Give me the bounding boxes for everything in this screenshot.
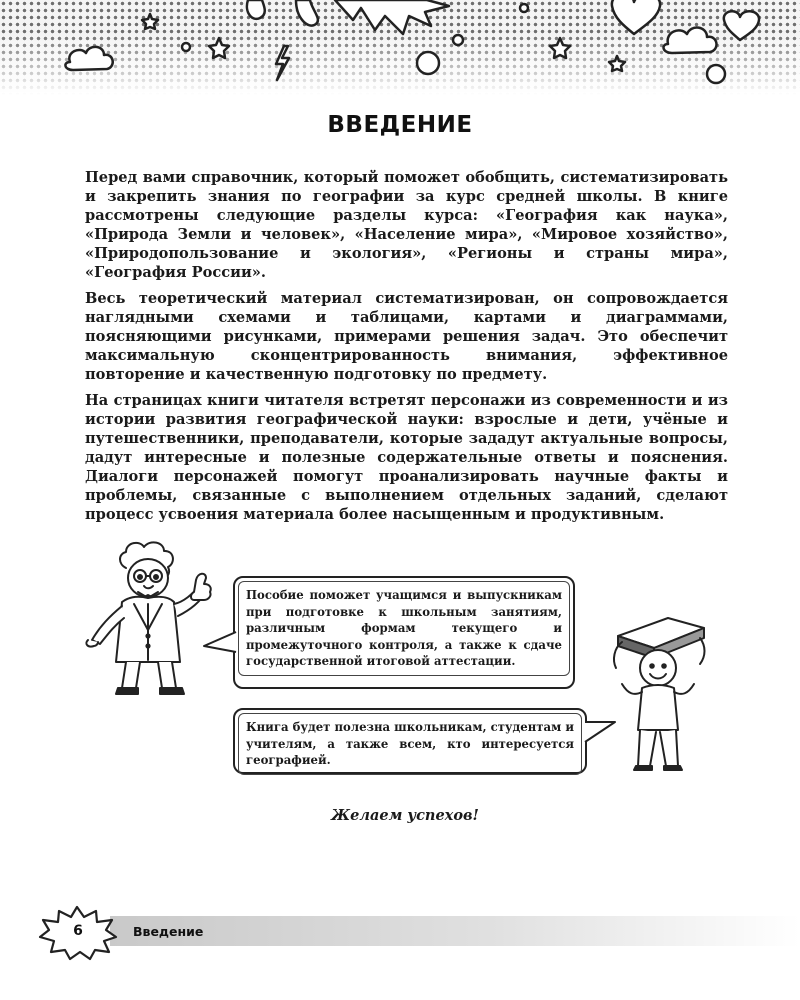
burst-star-icon bbox=[335, 0, 449, 34]
star-icon bbox=[609, 56, 625, 71]
cloud-icon bbox=[663, 28, 716, 53]
lightning-icon bbox=[276, 46, 289, 80]
speech-drop-icon bbox=[296, 0, 318, 26]
cloud-icon bbox=[65, 47, 112, 70]
paragraph-2: Весь теоретический материал систематизирован, он сопровождается наглядными схемами и таблицами, картами и диаграммами, поясняющими рисунками, примерами решения задач. Это обеспечит максимальную сконцентрированность внимания, эффективное повторение и качественную подготовку по предмету. bbox=[85, 290, 728, 383]
student-with-book-illustration bbox=[600, 612, 720, 772]
star-icon bbox=[550, 38, 570, 58]
professor-illustration bbox=[78, 540, 228, 700]
star-icon bbox=[209, 38, 229, 58]
speech-bubble-student bbox=[233, 708, 587, 774]
star-icon bbox=[142, 14, 158, 29]
footer-section-title: Введение bbox=[133, 924, 204, 939]
paragraph-3: На страницах книги читателя встретят персонажи из современности и из истории развития географической науки: взрослые и дети, учёные и путешественники, преподаватели, которые зададут актуальные вопросы, дадут интересные и полезные содержательные ответы и пояснения. Диалоги персонажей помогут проанализировать научные факты и проблемы, связанные с выполнением отдельных заданий, сделают процесс усвоения материала более насыщенным и продуктивным. bbox=[85, 392, 728, 523]
heart-icon bbox=[612, 0, 660, 34]
heart-icon bbox=[724, 11, 759, 40]
paragraph-1: Перед вами справочник, который поможет обобщить, систематизировать и закрепить знания по географии за курс средней школы. В книге рассмотрены следующие разделы курса: «География как наука», «Природа Земли и человек», «Население мира», «Мировое хозяйство», «Природопользование и экология», «Регионы и страны мира», «География России». bbox=[85, 169, 728, 281]
bubble-circle-icon bbox=[182, 43, 190, 51]
speech-drop-icon bbox=[247, 0, 265, 19]
closing-wish: Желаем успехов! bbox=[331, 807, 479, 824]
comic-decoration-header bbox=[0, 0, 800, 95]
intro-body bbox=[85, 168, 728, 531]
footer-bar bbox=[110, 916, 800, 946]
bubble-circle-icon bbox=[417, 52, 439, 74]
speech-bubble-professor bbox=[233, 576, 575, 689]
bubble-circle-icon bbox=[707, 65, 725, 83]
speech-bubble-text: Книга будет полезна школьникам, студентам и учителям, а также всем, кто интересуется географией. bbox=[238, 713, 582, 775]
page-title: ВВЕДЕНИЕ bbox=[327, 112, 473, 138]
speech-bubble-tail bbox=[202, 630, 238, 656]
speech-bubble-text: Пособие поможет учащимся и выпускникам при подготовке к школьным занятиям, различным формам текущего и промежуточного контроля, а также к сдаче государственной итоговой аттестации. bbox=[238, 581, 570, 676]
bubble-circle-icon bbox=[453, 35, 463, 45]
page-number: 6 bbox=[73, 923, 83, 939]
bubble-circle-icon bbox=[520, 4, 528, 12]
